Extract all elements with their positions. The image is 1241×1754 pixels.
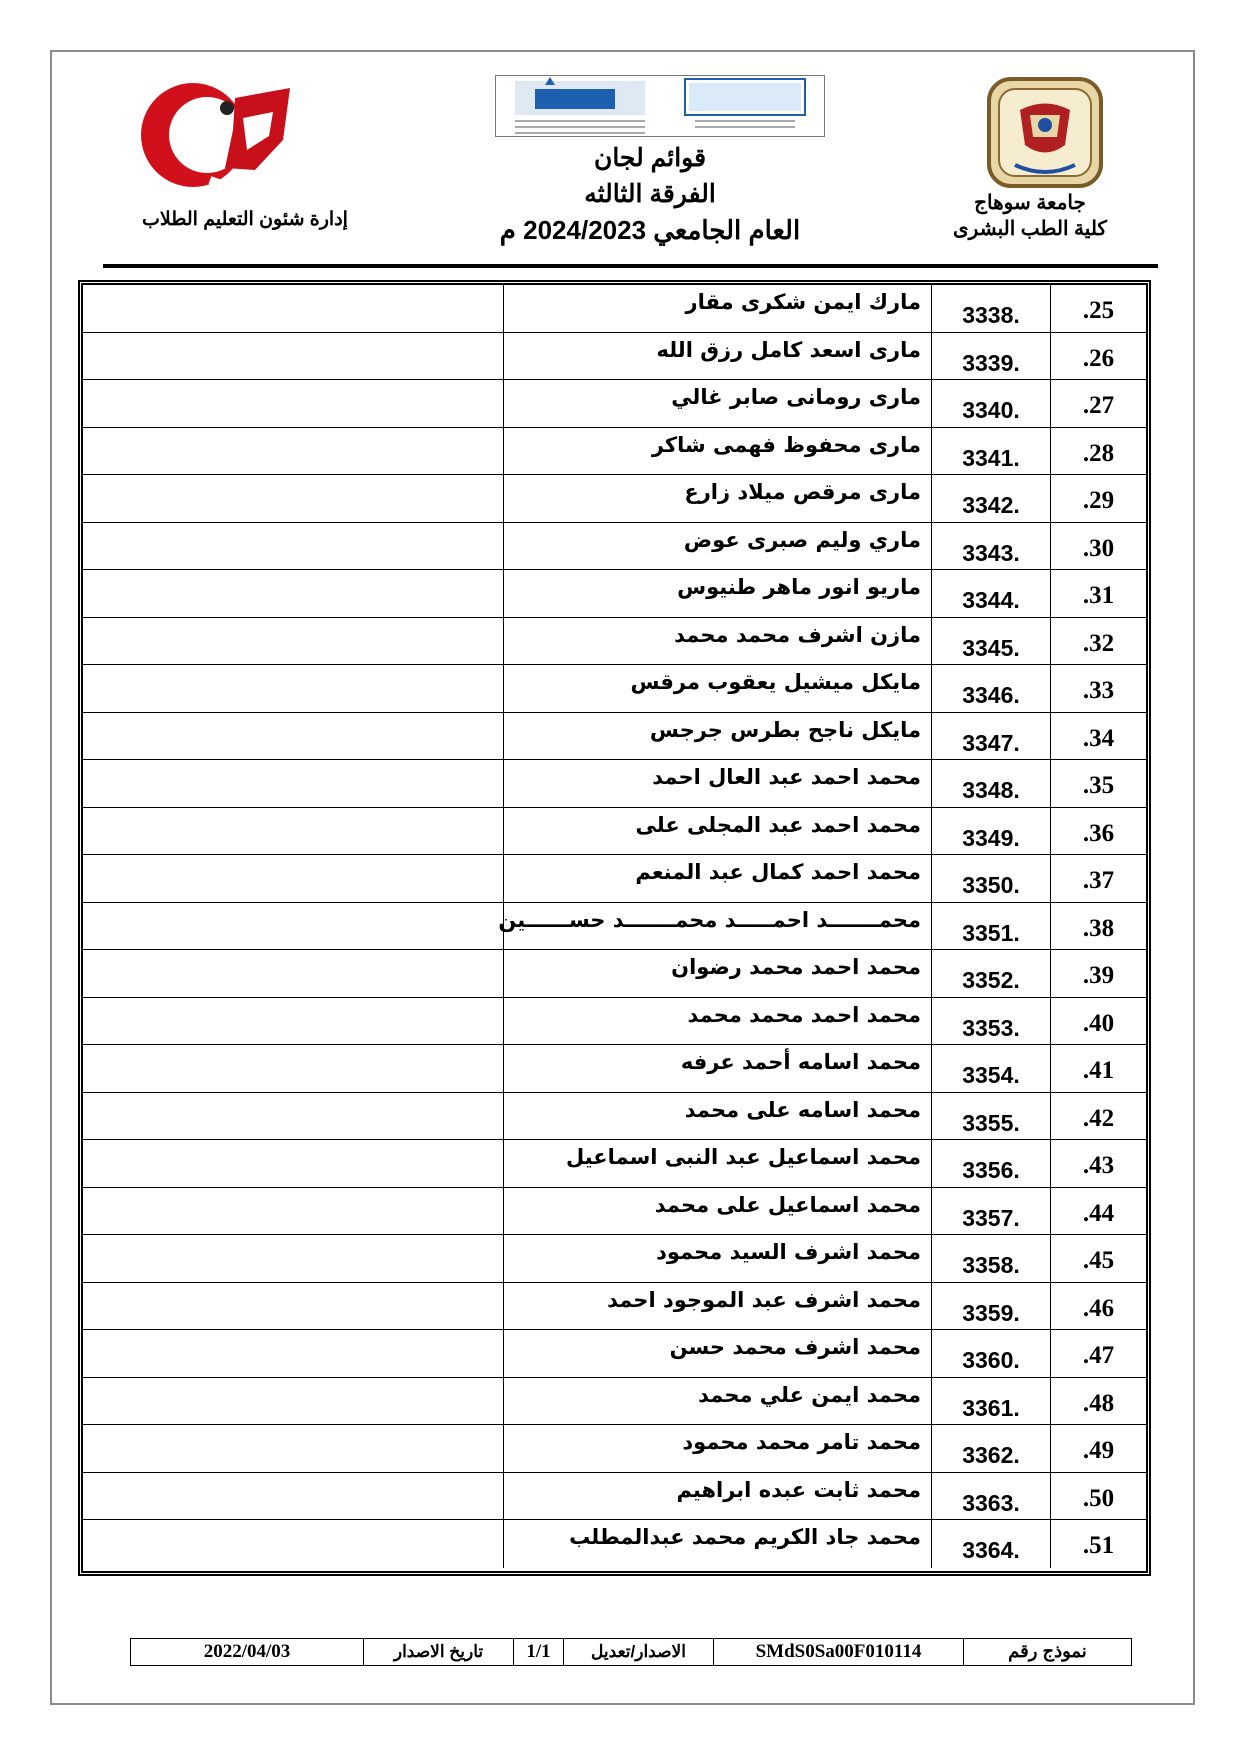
- row-index: .33: [1082, 677, 1115, 704]
- seat-number: 3353.: [931, 998, 1051, 1045]
- student-name: محمد ثابت عبده ابراهيم: [503, 1473, 931, 1520]
- table-row: [83, 1045, 1146, 1093]
- student-name: محمد احمد محمد رضوان: [503, 950, 931, 997]
- form-number: SMdS0Sa00F010114: [713, 1639, 963, 1665]
- notes-cell: [83, 903, 498, 950]
- row-index: .29: [1082, 487, 1115, 514]
- table-row: [83, 1425, 1146, 1473]
- notes-cell: [83, 1235, 498, 1282]
- row-index: .41: [1082, 1057, 1115, 1084]
- student-name: محمد اسامه على محمد: [503, 1093, 931, 1140]
- row-index: .38: [1082, 914, 1115, 942]
- table-row: [83, 1330, 1146, 1378]
- seat-number: 3347.: [931, 713, 1051, 760]
- notes-cell: [83, 1473, 498, 1520]
- table-row: [83, 760, 1146, 808]
- row-index: .34: [1082, 724, 1115, 752]
- row-index: .25: [1082, 297, 1115, 324]
- table-row: [83, 855, 1146, 903]
- student-name: محمد اشرف محمد حسن: [503, 1330, 931, 1377]
- seat-number: 3345.: [931, 618, 1051, 665]
- notes-cell: [83, 1378, 498, 1425]
- student-name: محمد اسماعيل عبد النبى اسماعيل: [503, 1140, 931, 1187]
- student-name: محمد احمد محمد محمد: [503, 998, 931, 1045]
- notes-cell: [83, 950, 498, 997]
- row-index: .43: [1082, 1152, 1115, 1179]
- table-row: [83, 380, 1146, 428]
- table-row: [83, 903, 1146, 951]
- table-row: [83, 1188, 1146, 1236]
- notes-cell: [83, 808, 498, 855]
- notes-cell: [83, 760, 498, 807]
- row-index: .40: [1082, 1009, 1115, 1037]
- notes-cell: [83, 665, 498, 712]
- notes-cell: [83, 618, 498, 665]
- table-row: [83, 618, 1146, 666]
- table-row: [83, 950, 1146, 998]
- table-row: [83, 523, 1146, 571]
- table-row: [83, 1093, 1146, 1141]
- notes-cell: [83, 333, 498, 380]
- row-index: .44: [1082, 1199, 1115, 1227]
- row-index: .39: [1082, 962, 1115, 989]
- table-row: [83, 665, 1146, 713]
- seat-number: 3339.: [931, 333, 1051, 380]
- row-index: .32: [1082, 629, 1115, 657]
- notes-cell: [83, 570, 498, 617]
- notes-cell: [83, 428, 498, 475]
- table-row: [83, 333, 1146, 381]
- row-index: .35: [1082, 772, 1115, 799]
- seat-number: 3338.: [931, 285, 1051, 332]
- row-index: .27: [1082, 392, 1115, 419]
- student-name: محمد ايمن علي محمد: [503, 1378, 931, 1425]
- student-name: مارى رومانى صابر غالي: [503, 380, 931, 427]
- notes-cell: [83, 1330, 498, 1377]
- student-name: محمد جاد الكريم محمد عبدالمطلب: [503, 1520, 931, 1568]
- row-index: .48: [1082, 1389, 1115, 1417]
- seat-number: 3363.: [931, 1473, 1051, 1520]
- institution-block: [940, 190, 1120, 242]
- notes-cell: [83, 713, 498, 760]
- student-name: مارى محفوظ فهمى شاكر: [503, 428, 931, 475]
- table-row: [83, 570, 1146, 618]
- notes-cell: [83, 1520, 498, 1568]
- row-index: .45: [1082, 1247, 1115, 1274]
- accreditation-badges-icon: [495, 75, 825, 137]
- notes-cell: [83, 380, 498, 427]
- row-index: .37: [1082, 867, 1115, 894]
- form-number-label: نموذج رقم: [963, 1639, 1131, 1665]
- seat-number: 3350.: [931, 855, 1051, 902]
- faculty-name: كلية الطب البشرى: [953, 218, 1107, 240]
- row-index: .50: [1082, 1484, 1115, 1512]
- document-title: قوائم لجان: [593, 144, 707, 172]
- document-title-block: [470, 140, 830, 248]
- student-name: محمد تامر محمد محمود: [503, 1425, 931, 1472]
- committee-list-table: [78, 280, 1151, 1576]
- seat-number: 3359.: [931, 1283, 1051, 1330]
- row-index: .30: [1082, 534, 1115, 562]
- seat-number: 3355.: [931, 1093, 1051, 1140]
- student-name: مازن اشرف محمد محمد: [503, 618, 931, 665]
- seat-number: 3349.: [931, 808, 1051, 855]
- notes-cell: [83, 1425, 498, 1472]
- notes-cell: [83, 1140, 498, 1187]
- notes-cell: [83, 285, 498, 332]
- table-row: [83, 808, 1146, 856]
- table-row: [83, 1473, 1146, 1521]
- notes-cell: [83, 1045, 498, 1092]
- table-row: [83, 713, 1146, 761]
- form-footer: [130, 1638, 1132, 1666]
- row-index: .42: [1082, 1104, 1115, 1132]
- row-index: .26: [1082, 344, 1115, 372]
- table-row: [83, 1520, 1146, 1568]
- header-divider: [103, 264, 1158, 268]
- admin-name: إدارة شئون التعليم الطلاب: [142, 209, 348, 230]
- student-name: مايكل ناجح بطرس جرجس: [503, 713, 931, 760]
- seat-number: 3351.: [931, 903, 1051, 950]
- seat-number: 3357.: [931, 1188, 1051, 1235]
- student-name: محمد اشرف عبد الموجود احمد: [503, 1283, 931, 1330]
- version-value: 1/1: [513, 1639, 563, 1665]
- issue-date-label: تاريخ الاصدار: [363, 1639, 513, 1665]
- student-name: محمد اسامه أحمد عرفه: [503, 1045, 931, 1092]
- seat-number: 3352.: [931, 950, 1051, 997]
- seat-number: 3362.: [931, 1425, 1051, 1472]
- university-name: جامعة سوهاج: [974, 192, 1086, 214]
- notes-cell: [83, 1093, 498, 1140]
- issue-date: 2022/04/03: [203, 1641, 291, 1662]
- table-row: [83, 1378, 1146, 1426]
- seat-number: 3343.: [931, 523, 1051, 570]
- seat-number: 3342.: [931, 475, 1051, 522]
- table-row: [83, 475, 1146, 523]
- table-row: [83, 1235, 1146, 1283]
- notes-cell: [83, 998, 498, 1045]
- row-index: .28: [1082, 439, 1115, 467]
- student-name: مارك ايمن شكرى مقار: [503, 285, 931, 332]
- student-name: مارى مرقص ميلاد زارع: [503, 475, 931, 522]
- seat-number: 3341.: [931, 428, 1051, 475]
- seat-number: 3364.: [931, 1520, 1051, 1568]
- row-index: .47: [1082, 1342, 1115, 1369]
- row-index: .36: [1082, 819, 1115, 847]
- student-name: ماري وليم صبرى عوض: [503, 523, 931, 570]
- notes-cell: [83, 475, 498, 522]
- table-row: [83, 1140, 1146, 1188]
- table-row: [83, 1283, 1146, 1331]
- seat-number: 3356.: [931, 1140, 1051, 1187]
- student-name: محمد اسماعيل على محمد: [503, 1188, 931, 1235]
- row-index: .46: [1082, 1294, 1115, 1322]
- seat-number: 3354.: [931, 1045, 1051, 1092]
- seat-number: 3361.: [931, 1378, 1051, 1425]
- version-label: الاصدار/تعديل: [563, 1639, 713, 1665]
- notes-cell: [83, 855, 498, 902]
- student-name: مارى اسعد كامل رزق الله: [503, 333, 931, 380]
- notes-cell: [83, 523, 498, 570]
- class-level: الفرقة الثالثه: [584, 180, 716, 208]
- student-name: ماريو انور ماهر طنيوس: [503, 570, 931, 617]
- student-name: محمد احمد عبد المجلى على: [503, 808, 931, 855]
- student-name: محمد احمد كمال عبد المنعم: [503, 855, 931, 902]
- seat-number: 3360.: [931, 1330, 1051, 1377]
- student-name: محمد اشرف السيد محمود: [503, 1235, 931, 1282]
- notes-cell: [83, 1283, 498, 1330]
- row-index: .49: [1082, 1437, 1115, 1464]
- table-row: [83, 428, 1146, 476]
- seat-number: 3358.: [931, 1235, 1051, 1282]
- seat-number: 3340.: [931, 380, 1051, 427]
- table-row: [83, 998, 1146, 1046]
- seat-number: 3348.: [931, 760, 1051, 807]
- academic-year: العام الجامعي 2024/2023 م: [499, 215, 801, 245]
- row-index: .51: [1082, 1532, 1115, 1559]
- faculty-of-medicine-logo-icon: [115, 80, 315, 195]
- student-name: محمد احمد عبد العال احمد: [503, 760, 931, 807]
- row-index: .31: [1082, 582, 1115, 609]
- notes-cell: [83, 1188, 498, 1235]
- sohag-university-seal-icon: [985, 75, 1105, 190]
- seat-number: 3346.: [931, 665, 1051, 712]
- student-name: محمـــــــد احمـــــد محمـــــــد حســــــين: [503, 903, 931, 950]
- seat-number: 3344.: [931, 570, 1051, 617]
- table-row: [83, 285, 1146, 333]
- student-name: مايكل ميشيل يعقوب مرقس: [503, 665, 931, 712]
